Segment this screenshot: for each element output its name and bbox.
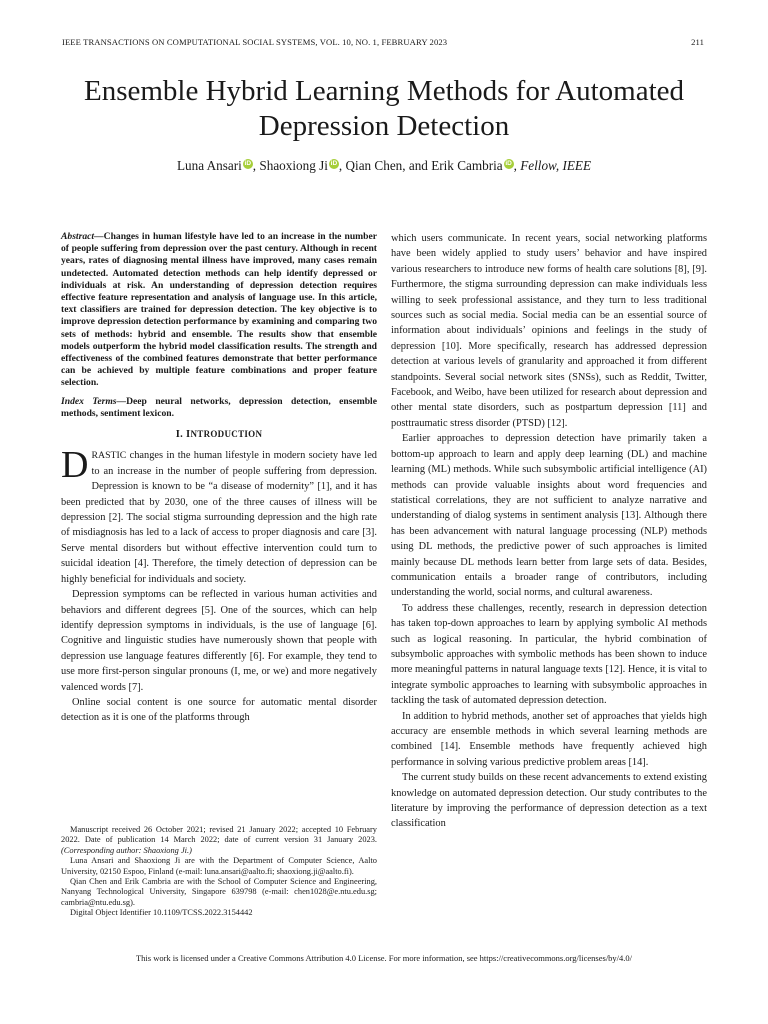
abstract-text: Changes in human lifestyle have led to an increase in the number of people suffering from depression over the past century. Although in recent years, rates of diagnosing mental illness have improved, many cases remain undetected. Automated detection methods can help identify depressed or individuals at risk. An understanding of depression detection requires effective feature representation and analysis of language use. In this article, text classifiers are trained for depression detection. The key objective is to improve depression detection performance by examining and comparing two sets of methods: hybrid and ensemble. The results show that ensemble models outperform the hybrid model classification results. The strength and effectiveness of the combined features demonstrate that better performance can be achieved by multiple feature combinations and proper feature selection.	[61, 231, 377, 389]
section-title-rest: NTRODUCTION	[190, 429, 263, 440]
page-number: 211	[691, 37, 704, 47]
footnote-affiliation: Qian Chen and Erik Cambria are with the School of Computer Science and Engineering, Nanyang Technological University, Singapore 639798 (e-mail: chen1028@e.ntu.edu.sg; cambria@ntu.edu.sg).	[61, 877, 377, 907]
paragraph: which users communicate. In recent years, social networking platforms have been widely applied to study users’ behavior and have inspired various researchers to introduce new forms of health care solutions [8], [9]. Furthermore, the stigma surrounding depression can make individuals less willing to seek professional assistance, and they turn to less traditional sources such as social media. Social media can be an essential source of information about individuals’ opinions and feelings in the study of depression [10]. More specifically, research has addressed depression detection at various levels of granularity and approached it from different standpoints. Several social network sites (SNSs), such as Reddit, Twitter, Facebook, and Weibo, have been utilized for research about depression and other mental state disorders, such as postpartum depression [11] and posttraumatic stress disorder (PTSD) [12].	[391, 233, 707, 429]
paragraph: To address these challenges, recently, research in depression detection has taken top-down approaches to learn by applying symbolic AI methods such as logical reasoning. In particular, the hybrid combination of subsymbolic approaches with symbolic methods has been shown to induce more meaningful patterns in natural language texts [12]. Hence, it is vital to integrate symbolic approaches to learning with subsymbolic approaches in tackling the task of automated depression detection.	[391, 602, 707, 707]
section-number: I.	[175, 429, 187, 441]
paragraph: Earlier approaches to depression detection have primarily taken a bottom-up approach to learn and apply deep learning (DL) and machine learning (ML) methods. While such subsymbolic artificial intelligence (AI) methods can provide valuable insights about word frequencies and statistical correlations, they are not sufficient to analyze narrative and understanding of dialog systems in sentiment analysis [13]. Although there has been advancement with natural language processing (NLP) methods using DL methods, the predictive power of such approaches is limited mainly because DL methods learn better from large sets of data. Besides, communication entails a broader range of contributors, including understanding the world, social norms, and cultural awareness.	[391, 433, 707, 599]
running-head	[62, 37, 704, 47]
orcid-icon[interactable]: iD	[330, 160, 338, 167]
paper-title	[40, 74, 728, 144]
drop-cap-rest: RASTIC	[91, 450, 127, 462]
abstract	[61, 231, 377, 390]
abstract-label: Abstract—	[61, 231, 104, 242]
paragraph: The current study builds on these recent advancements to extend existing knowledge on automated depression detection. Our study contributes to the literature by improving the performance of depression detection as a text classification	[391, 772, 707, 830]
author-name: Luna Ansari	[176, 158, 242, 173]
footnotes	[61, 825, 377, 919]
title-line-1: Ensemble Hybrid Learning Methods for Automated	[83, 75, 684, 107]
drop-cap: D	[61, 444, 89, 487]
doi[interactable]: Digital Object Identifier 10.1109/TCSS.2022.3154442	[70, 908, 253, 918]
paragraph: Online social content is one source for automatic mental disorder detection as it is one of the platforms through	[61, 696, 377, 724]
left-column	[61, 231, 377, 726]
author-list: Luna Ansari iD , Shaoxiong Ji iD , Qian Chen, and Erik Cambria iD , Fellow, IEEE	[176, 158, 592, 173]
author-name: , Shaoxiong Ji	[252, 158, 328, 173]
index-terms-label: Index Terms—	[61, 395, 127, 407]
corresponding-author: (Corresponding author: Shaoxiong Ji.)	[61, 845, 192, 855]
title-line-2: Depression Detection	[258, 110, 510, 142]
orcid-icon[interactable]: iD	[244, 160, 252, 167]
footnote-text: Manuscript received 26 October 2021; revised 21 January 2022; accepted 10 February 2022. Date of publication 14 March 2022; date of current version 31 January 2023.	[61, 825, 377, 845]
footnote-affiliation: Luna Ansari and Shaoxiong Ji are with the Department of Computer Science, Aalto University, 02150 Espoo, Finland (e-mail: luna.ansari@aalto.fi; shaoxiong.ji@aalto.fi).	[61, 856, 377, 876]
orcid-icon[interactable]: iD	[505, 160, 512, 167]
author-name: , Qian Chen, and Erik Cambria	[338, 158, 503, 173]
paragraph: Depression symptoms can be reflected in various human activities and behaviors and different degrees [5]. One of the sources, which can help identify depression symptoms in individuals, is the use of language [6]. Cognitive and linguistic studies have numerously shown that people with depression use language features differently [6]. For example, they tend to use more first-person singular pronouns (I, me, or we) and more negatively valenced words [7].	[61, 589, 377, 693]
section-title-initial: I	[186, 429, 191, 441]
section-heading	[61, 427, 377, 442]
index-terms	[61, 396, 377, 420]
paragraph: In addition to hybrid methods, another set of approaches that yields high accuracy are ensemble methods in which several learning methods are combined [14]. Ensemble methods have frequently achieved high performance in solving various predictive problem areas [14].	[391, 710, 707, 768]
footnote-manuscript	[61, 825, 377, 856]
license-notice: This work is licensed under a Creative Commons Attribution 4.0 License. For more information, see https://creativecommons.org/licenses/by/4.0/	[135, 953, 633, 963]
journal-name: IEEE TRANSACTIONS ON COMPUTATIONAL SOCIAL SYSTEMS, VOL. 10, NO. 1, FEBRUARY 2023	[62, 37, 448, 47]
paragraph	[61, 444, 377, 587]
paragraph-text: changes in the human lifestyle in modern society have led to an increase in the number of people suffering from depression. Depression is known to be “a disease of modernity” [1], and it has been predicted that by 2030, one of the three causes of illness will be depression [2]. The social stigma surrounding depression and the high rate of misdiagnosis has led to a lack of access to proper diagnosis and care [3]. Serve mental disorders but without effective intervention could turn to suicidal ideation [4]. Therefore, the timely detection of depression can be highly beneficial for individuals and society.	[61, 450, 377, 585]
right-column	[391, 231, 707, 832]
index-terms-text: Deep neural networks, depression detection, ensemble methods, sentiment lexicon.	[61, 395, 377, 419]
fellow-title: Fellow, IEEE	[520, 158, 592, 173]
